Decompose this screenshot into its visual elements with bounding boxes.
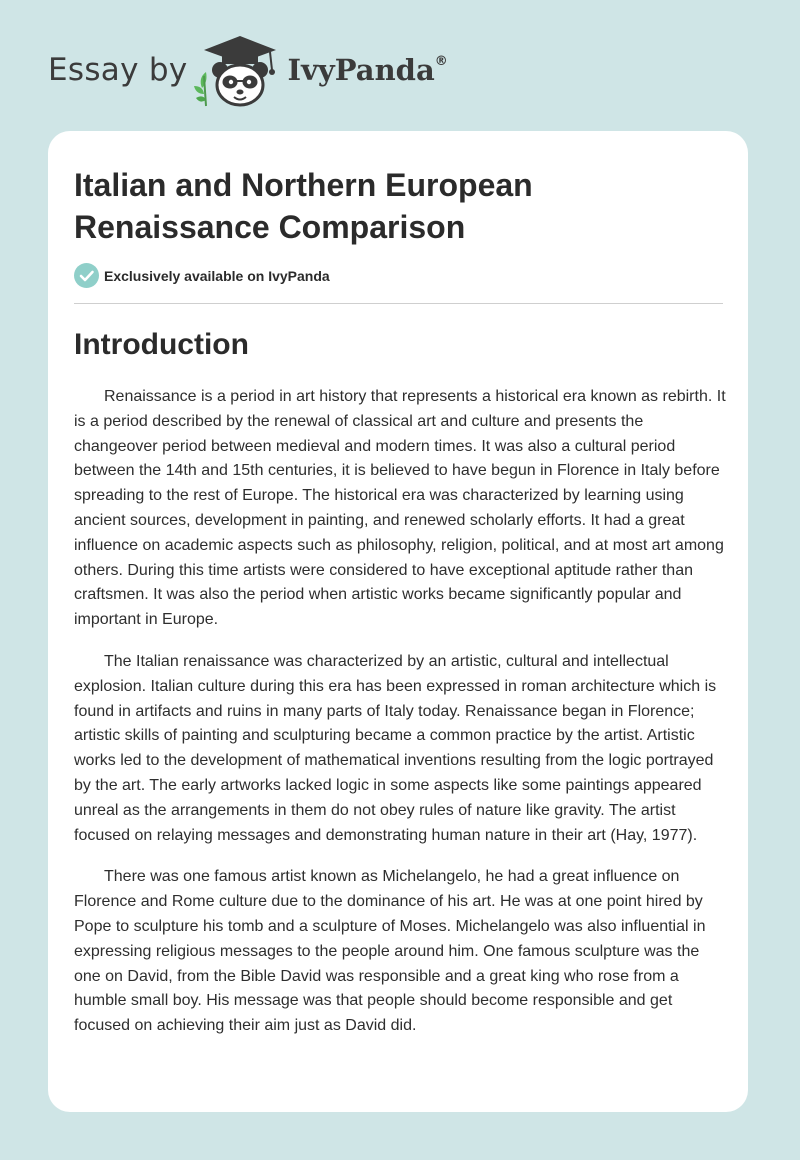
- paragraph: The Italian renaissance was characterized by an artistic, cultural and intellectual explosion. Italian culture during this era has been expressed in roman architecture which is found in artifacts and ruins in many parts of Italy today. Renaissance began in Florence; artistic skills of painting and sculpturing became a common practice by the artist. Artistic works led to the development of mathematical inventions resulting from the logic portrayed by the art. The early artworks lacked logic in some aspects like some paintings appeared unreal as the arrangements in them do not obey rules of nature like gravity. The artist focused on relaying messages and demonstrating human nature in their art (Hay, 1977).: [74, 652, 717, 844]
- exclusive-badge: [74, 263, 330, 288]
- brand-header: [48, 30, 448, 110]
- essay-card: [48, 131, 748, 1112]
- registered-mark: ®: [434, 54, 448, 69]
- checkmark-circle-icon: [74, 263, 99, 288]
- essay-body: [74, 385, 726, 1056]
- exclusive-badge-text: Exclusively available on IvyPanda: [104, 267, 330, 284]
- paragraph: There was one famous artist known as Michelangelo, he had a great influence on Florence and Rome culture due to the dominance of his art. He was at one point hired by Pope to sculpture his tomb and a sculpture of Moses. Michelangelo was also influential in expressing religious messages to the people around him. One famous sculpture was the one on David, from the Bible David was responsible and a great king who rose from a humble small boy. His message was that people should become responsible and get focused on achieving their aim just as David did.: [74, 868, 706, 1035]
- brand-name: IvyPanda: [287, 53, 435, 87]
- essay-title: Italian and Northern European Renaissance Comparison: [74, 167, 533, 245]
- paragraph: Renaissance is a period in art history that represents a historical era known as rebirth. It is a period described by the renewal of classical art and culture and presents the changeover period between medieval and modern times. It was also a cultural period between the 14th and 15th centuries, it is believed to have begun in Florence in Italy before spreading to the rest of Europe. The historical era was characterized by learning using ancient sources, development in painting, and renewed scholarly efforts. It had a great influence on academic aspects such as philosophy, religion, political, and at most art among others. During this time artists were considered to have exceptional aptitude rather than craftsmen. It was also the period when artistic works became significantly popular and important in Europe.: [74, 388, 726, 629]
- brand-prefix: Essay by: [48, 52, 188, 88]
- section-heading: Introduction: [74, 328, 249, 361]
- divider: [74, 303, 723, 304]
- panda-graduation-cap-icon: [194, 30, 286, 110]
